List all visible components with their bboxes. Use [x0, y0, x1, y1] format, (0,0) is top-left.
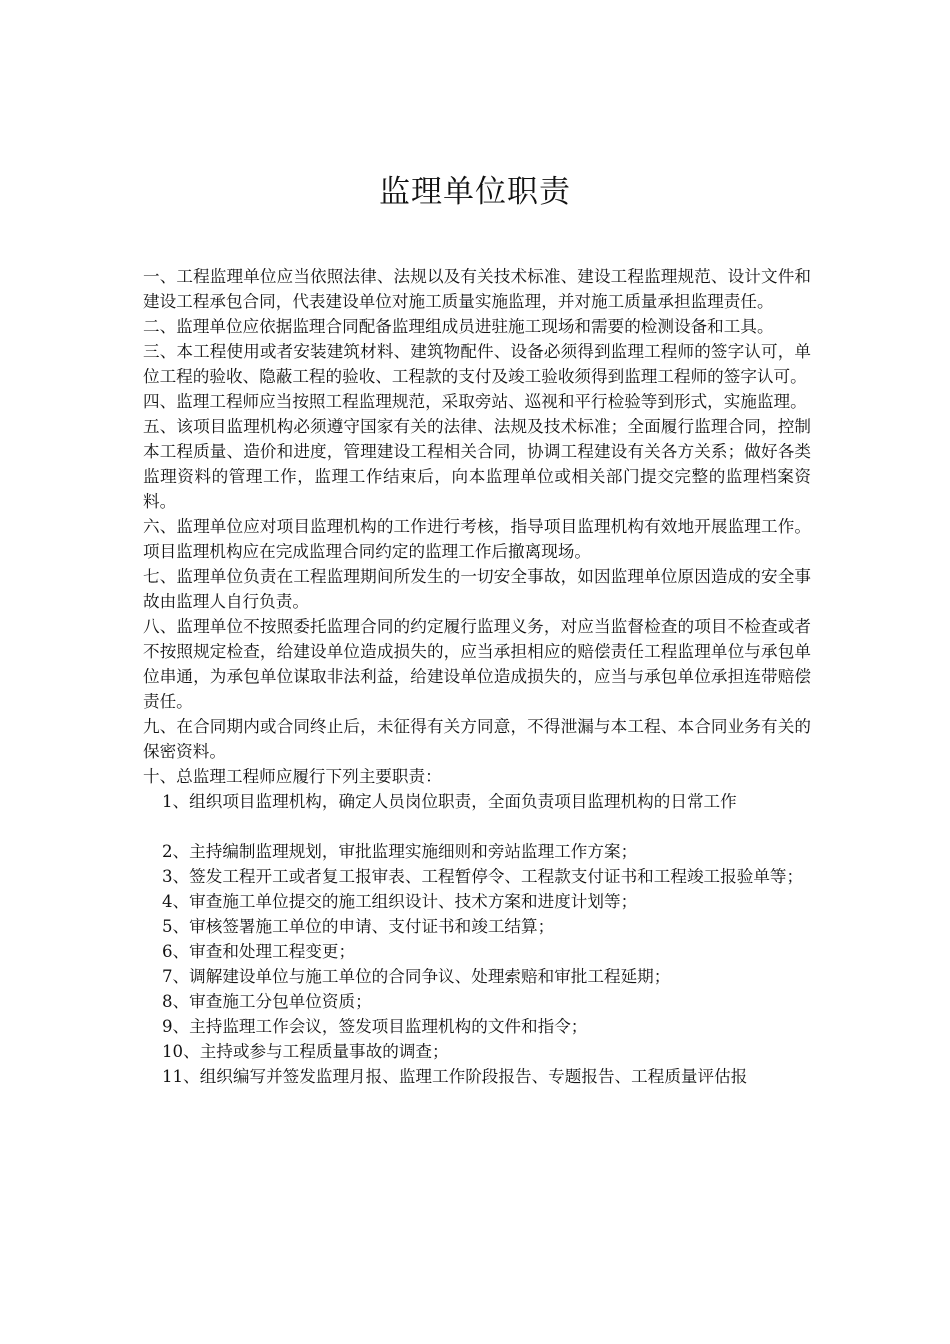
duty-item-2: 2、主持编制监理规划，审批监理实施细则和旁站监理工作方案；: [162, 842, 638, 861]
page-title: 监理单位职责: [379, 174, 571, 210]
paragraph-8: 八、监理单位不按照委托监理合同的约定履行监理义务，对应当监督检查的项目不检查或者不按照规定检查，给建设单位造成损失的，应当承担相应的赔偿责任工程监理单位与承包单位串通，为承包单位谋取非法利益，给建设单位造成损失的，应当与承包单位承担连带赔偿责任。: [143, 617, 811, 711]
duty-item-1: 1、组织项目监理机构，确定人员岗位职责，全面负责项目监理机构的日常工作: [162, 792, 737, 811]
duty-item-11: 11、组织编写并签发监理月报、监理工作阶段报告、专题报告、工程质量评估报: [162, 1067, 748, 1086]
paragraph-10: 十、总监理工程师应履行下列主要职责：: [143, 767, 442, 786]
duty-item-4: 4、审查施工单位提交的施工组织设计、技术方案和进度计划等；: [162, 892, 638, 911]
duty-item-8: 8、审查施工分包单位资质；: [162, 992, 372, 1011]
duty-item-7: 7、调解建设单位与施工单位的合同争议、处理索赔和审批工程延期；: [162, 967, 671, 986]
paragraph-4: 四、监理工程师应当按照工程监理规范，采取旁站、巡视和平行检验等到形式，实施监理。: [143, 392, 807, 411]
paragraph-3: 三、本工程使用或者安装建筑材料、建筑物配件、设备必须得到监理工程师的签字认可，单位工程的验收、隐蔽工程的验收、工程款的支付及竣工验收须得到监理工程师的签字认可。: [143, 342, 811, 386]
document-body: [143, 264, 811, 1089]
paragraph-1: 一、工程监理单位应当依照法律、法规以及有关技术标准、建设工程监理规范、设计文件和建设工程承包合同，代表建设单位对施工质量实施监理，并对施工质量承担监理责任。: [143, 267, 811, 311]
paragraph-7: 七、监理单位负责在工程监理期间所发生的一切安全事故，如因监理单位原因造成的安全事故由监理人自行负责。: [143, 567, 811, 611]
duty-item-6: 6、审查和处理工程变更；: [162, 942, 356, 961]
paragraph-5: 五、该项目监理机构必须遵守国家有关的法律、法规及技术标准；全面履行监理合同，控制本工程质量、造价和进度，管理建设工程相关合同，协调工程建设有关各方关系；做好各类监理资料的管理工作，监理工作结束后，向本监理单位或相关部门提交完整的监理档案资料。: [143, 417, 811, 511]
duty-item-10: 10、主持或参与工程质量事故的调查；: [162, 1042, 449, 1061]
duty-item-3: 3、签发工程开工或者复工报审表、工程暂停令、工程款支付证书和工程竣工报验单等；: [162, 867, 804, 886]
paragraph-2: 二、监理单位应依据监理合同配备监理组成员进驻施工现场和需要的检测设备和工具。: [143, 317, 774, 336]
duty-item-5: 5、审核签署施工单位的申请、支付证书和竣工结算；: [162, 917, 555, 936]
paragraph-6: 六、监理单位应对项目监理机构的工作进行考核，指导项目监理机构有效地开展监理工作。项目监理机构应在完成监理合同约定的监理工作后撤离现场。: [143, 517, 811, 561]
duty-item-9: 9、主持监理工作会议，签发项目监理机构的文件和指令；: [162, 1017, 588, 1036]
paragraph-9: 九、在合同期内或合同终止后，未征得有关方同意，不得泄漏与本工程、本合同业务有关的保密资料。: [143, 717, 811, 761]
